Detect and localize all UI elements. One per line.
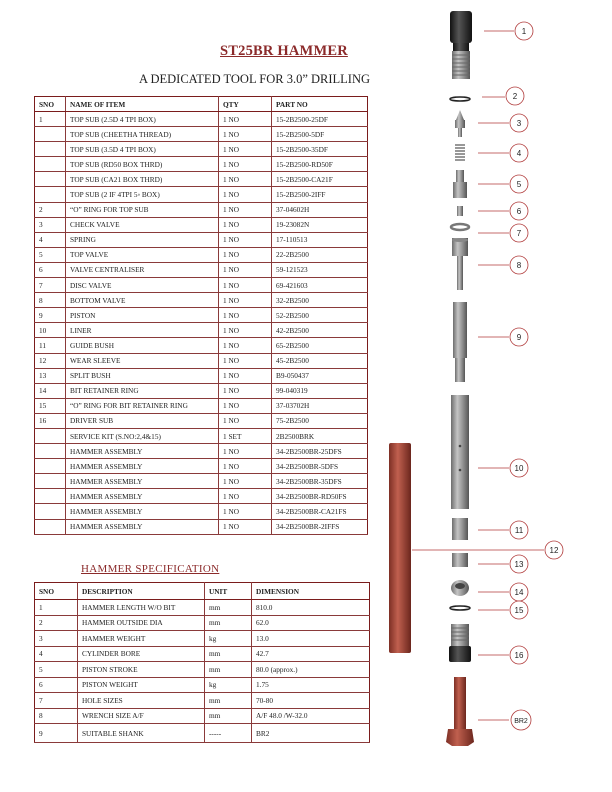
cell-sno: 5 bbox=[35, 662, 78, 678]
spec-table-row bbox=[35, 708, 370, 724]
parts-table-row bbox=[35, 323, 368, 338]
cell-sno: 6 bbox=[35, 677, 78, 693]
wear-sleeve-part bbox=[389, 443, 411, 653]
parts-table-row bbox=[35, 278, 368, 293]
cell-qty: 1 NO bbox=[219, 127, 272, 142]
cell-sno bbox=[35, 172, 66, 187]
callouts bbox=[506, 22, 563, 730]
cell-description: HAMMER LENGTH W/O BIT bbox=[78, 600, 205, 616]
parts-table-row bbox=[35, 187, 368, 202]
cell-part-no: B9-050437 bbox=[272, 368, 368, 383]
cell-dimension: 13.0 bbox=[252, 631, 370, 647]
cell-description: PISTON WEIGHT bbox=[78, 677, 205, 693]
cell-part-no: 65-2B2500 bbox=[272, 338, 368, 353]
guide-bush-part bbox=[452, 518, 468, 540]
cell-qty: 1 NO bbox=[219, 232, 272, 247]
bottom-valve-part bbox=[452, 238, 468, 290]
cell-part-no: 34-2B2500BR-35DFS bbox=[272, 474, 368, 489]
cell-dimension: 1.75 bbox=[252, 677, 370, 693]
parts-table-row bbox=[35, 127, 368, 142]
parts-table-row bbox=[35, 262, 368, 277]
cell-sno: 12 bbox=[35, 353, 66, 368]
cell-sno: 9 bbox=[35, 308, 66, 323]
cell-qty: 1 NO bbox=[219, 519, 272, 534]
callout-label-2: 2 bbox=[512, 92, 518, 101]
cell-name-of-item: HAMMER ASSEMBLY bbox=[66, 444, 219, 459]
o-ring-part bbox=[450, 97, 470, 101]
cell-part-no: 69-421603 bbox=[272, 278, 368, 293]
cell-qty: 1 SET bbox=[219, 428, 272, 443]
cell-name-of-item: HAMMER ASSEMBLY bbox=[66, 474, 219, 489]
header-description: DESCRIPTION bbox=[78, 583, 205, 600]
parts-table-row bbox=[35, 202, 368, 217]
cell-sno: 3 bbox=[35, 217, 66, 232]
cell-name-of-item: DRIVER SUB bbox=[66, 413, 219, 428]
cell-qty: 1 NO bbox=[219, 368, 272, 383]
cell-qty: 1 NO bbox=[219, 142, 272, 157]
parts-table-row bbox=[35, 474, 368, 489]
cell-sno bbox=[35, 127, 66, 142]
cell-description: WRENCH SIZE A/F bbox=[78, 708, 205, 724]
cell-part-no: 15-2B2500-CA21F bbox=[272, 172, 368, 187]
cell-qty: 1 NO bbox=[219, 262, 272, 277]
header-qty: QTY bbox=[219, 97, 272, 112]
cell-qty: 1 NO bbox=[219, 217, 272, 232]
cell-part-no: 22-2B2500 bbox=[272, 247, 368, 262]
cell-unit: kg bbox=[205, 677, 252, 693]
cell-sno: 7 bbox=[35, 693, 78, 709]
cell-part-no: 17-110513 bbox=[272, 232, 368, 247]
cell-sno: 8 bbox=[35, 293, 66, 308]
parts-table-row bbox=[35, 383, 368, 398]
cell-name-of-item: HAMMER ASSEMBLY bbox=[66, 489, 219, 504]
cell-part-no: 19-23082N bbox=[272, 217, 368, 232]
cell-sno: 7 bbox=[35, 278, 66, 293]
callout-label-10: 10 bbox=[514, 464, 524, 473]
cell-name-of-item: TOP SUB (CA21 BOX THRD) bbox=[66, 172, 219, 187]
cell-name-of-item: TOP SUB (CHEETHA THREAD) bbox=[66, 127, 219, 142]
cell-sno bbox=[35, 474, 66, 489]
cell-qty: 1 NO bbox=[219, 504, 272, 519]
cell-qty: 1 NO bbox=[219, 112, 272, 127]
cell-sno bbox=[35, 428, 66, 443]
parts-table-row bbox=[35, 398, 368, 413]
cell-name-of-item: WEAR SLEEVE bbox=[66, 353, 219, 368]
cell-name-of-item: TOP SUB (2 IF 4TPI 5◦ BOX) bbox=[66, 187, 219, 202]
cell-part-no: 37-03702H bbox=[272, 398, 368, 413]
cell-part-no: 45-2B2500 bbox=[272, 353, 368, 368]
cell-name-of-item: HAMMER ASSEMBLY bbox=[66, 459, 219, 474]
cell-description: SUITABLE SHANK bbox=[78, 724, 205, 743]
cell-unit: mm bbox=[205, 693, 252, 709]
cell-name-of-item: HAMMER ASSEMBLY bbox=[66, 519, 219, 534]
parts-table-row bbox=[35, 489, 368, 504]
cell-unit: mm bbox=[205, 600, 252, 616]
cell-unit: mm bbox=[205, 662, 252, 678]
cell-part-no: 15-2B2500-RD50F bbox=[272, 157, 368, 172]
o-ring-bit-retainer-part bbox=[450, 606, 470, 610]
parts-table-row bbox=[35, 444, 368, 459]
callout-label-7: 7 bbox=[516, 229, 522, 238]
cell-part-no: 34-2B2500BR-2IFFS bbox=[272, 519, 368, 534]
callout-label-14: 14 bbox=[514, 588, 524, 597]
cell-sno bbox=[35, 142, 66, 157]
check-valve-part bbox=[455, 110, 465, 137]
spec-table-row bbox=[35, 662, 370, 678]
spec-table-row bbox=[35, 631, 370, 647]
cell-part-no: 15-2B2500-2IFF bbox=[272, 187, 368, 202]
cell-dimension: 62.0 bbox=[252, 615, 370, 631]
cell-sno: 1 bbox=[35, 600, 78, 616]
cell-unit: kg bbox=[205, 631, 252, 647]
liner-part bbox=[451, 395, 469, 509]
parts-table-row bbox=[35, 504, 368, 519]
cell-sno: 6 bbox=[35, 262, 66, 277]
cell-name-of-item: TOP SUB (3.5D 4 TPI BOX) bbox=[66, 142, 219, 157]
cell-dimension: 80.0 (approx.) bbox=[252, 662, 370, 678]
piston-part bbox=[453, 302, 467, 382]
spec-table-row bbox=[35, 693, 370, 709]
cell-part-no: 59-121523 bbox=[272, 262, 368, 277]
cell-name-of-item: TOP VALVE bbox=[66, 247, 219, 262]
top-valve-part bbox=[453, 170, 467, 198]
cell-part-no: 15-2B2500-25DF bbox=[272, 112, 368, 127]
cell-description: HAMMER WEIGHT bbox=[78, 631, 205, 647]
cell-dimension: 810.0 bbox=[252, 600, 370, 616]
cell-sno: 15 bbox=[35, 398, 66, 413]
cell-sno: 11 bbox=[35, 338, 66, 353]
cell-sno: 14 bbox=[35, 383, 66, 398]
cell-part-no: 34-2B2500BR-25DFS bbox=[272, 444, 368, 459]
parts-table-row bbox=[35, 519, 368, 534]
cell-qty: 1 NO bbox=[219, 278, 272, 293]
parts-table-row bbox=[35, 368, 368, 383]
parts-table-row bbox=[35, 459, 368, 474]
cell-qty: 1 NO bbox=[219, 323, 272, 338]
cell-name-of-item: SERVICE KIT (S.NO:2,4&15) bbox=[66, 428, 219, 443]
cell-qty: 1 NO bbox=[219, 459, 272, 474]
callout-label-12: 12 bbox=[549, 546, 559, 555]
cell-sno: 5 bbox=[35, 247, 66, 262]
header-dimension: DIMENSION bbox=[252, 583, 370, 600]
spec-table-row bbox=[35, 677, 370, 693]
cell-name-of-item: DISC VALVE bbox=[66, 278, 219, 293]
callout-label-1: 1 bbox=[521, 27, 527, 36]
spec-table-header bbox=[35, 583, 370, 600]
cell-name-of-item: PISTON bbox=[66, 308, 219, 323]
callout-label-4: 4 bbox=[516, 149, 522, 158]
cell-qty: 1 NO bbox=[219, 293, 272, 308]
cell-qty: 1 NO bbox=[219, 489, 272, 504]
cell-part-no: 34-2B2500BR-RD50FS bbox=[272, 489, 368, 504]
cell-part-no: 99-040319 bbox=[272, 383, 368, 398]
cell-dimension: A/F 48.0 /W-32.0 bbox=[252, 708, 370, 724]
cell-sno: 1 bbox=[35, 112, 66, 127]
parts-table-row bbox=[35, 232, 368, 247]
parts-table-row bbox=[35, 142, 368, 157]
cell-qty: 1 NO bbox=[219, 157, 272, 172]
cell-sno bbox=[35, 157, 66, 172]
callout-label-15: 15 bbox=[514, 606, 524, 615]
parts-table-row bbox=[35, 428, 368, 443]
cell-name-of-item: “O” RING FOR BIT RETAINER RING bbox=[66, 398, 219, 413]
cell-qty: 1 NO bbox=[219, 202, 272, 217]
cell-description: PISTON STROKE bbox=[78, 662, 205, 678]
parts-table-row bbox=[35, 172, 368, 187]
cell-qty: 1 NO bbox=[219, 474, 272, 489]
cell-part-no: 37-04602H bbox=[272, 202, 368, 217]
parts-table bbox=[34, 96, 368, 535]
br2-bit-part bbox=[446, 677, 474, 746]
callout-label-13: 13 bbox=[514, 560, 524, 569]
cell-qty: 1 NO bbox=[219, 398, 272, 413]
cell-dimension: 42.7 bbox=[252, 646, 370, 662]
cell-dimension: 70-80 bbox=[252, 693, 370, 709]
cell-description: CYLINDER BORE bbox=[78, 646, 205, 662]
cell-sno bbox=[35, 489, 66, 504]
cell-qty: 1 NO bbox=[219, 172, 272, 187]
cell-sno: 4 bbox=[35, 646, 78, 662]
split-bush-part bbox=[452, 553, 468, 567]
parts-table-row bbox=[35, 308, 368, 323]
cell-part-no: 2B2500BRK bbox=[272, 428, 368, 443]
parts-table-row bbox=[35, 413, 368, 428]
cell-qty: 1 NO bbox=[219, 308, 272, 323]
disc-valve-part bbox=[451, 224, 469, 230]
callout-label-6: 6 bbox=[516, 207, 522, 216]
spec-table-row bbox=[35, 646, 370, 662]
cell-qty: 1 NO bbox=[219, 444, 272, 459]
cell-description: HAMMER OUTSIDE DIA bbox=[78, 615, 205, 631]
spec-table-row bbox=[35, 615, 370, 631]
top-sub-part bbox=[450, 11, 472, 79]
document-subtitle: A DEDICATED TOOL FOR 3.0” DRILLING bbox=[139, 72, 371, 86]
cell-name-of-item: LINER bbox=[66, 323, 219, 338]
cell-sno: 16 bbox=[35, 413, 66, 428]
cell-part-no: 15-2B2500-35DF bbox=[272, 142, 368, 157]
cell-name-of-item: TOP SUB (RD50 BOX THRD) bbox=[66, 157, 219, 172]
spec-title: HAMMER SPECIFICATION bbox=[81, 563, 220, 575]
cell-part-no: 75-2B2500 bbox=[272, 413, 368, 428]
cell-sno: 3 bbox=[35, 631, 78, 647]
header-part-no: PART NO bbox=[272, 97, 368, 112]
header-name-of-item: NAME OF ITEM bbox=[66, 97, 219, 112]
cell-sno: 2 bbox=[35, 615, 78, 631]
exploded-view-drawing bbox=[380, 0, 612, 792]
parts-table-row bbox=[35, 217, 368, 232]
parts-table-row bbox=[35, 157, 368, 172]
cell-sno: 9 bbox=[35, 724, 78, 743]
cell-description: HOLE SIZES bbox=[78, 693, 205, 709]
cell-part-no: 15-2B2500-5DF bbox=[272, 127, 368, 142]
cell-sno: 4 bbox=[35, 232, 66, 247]
header-sno: SNO bbox=[35, 583, 78, 600]
header-sno: SNO bbox=[35, 97, 66, 112]
callout-label-11: 11 bbox=[514, 526, 524, 535]
cell-qty: 1 NO bbox=[219, 338, 272, 353]
cell-part-no: 34-2B2500BR-CA21FS bbox=[272, 504, 368, 519]
document-title: ST25BR HAMMER bbox=[220, 43, 348, 59]
cell-qty: 1 NO bbox=[219, 187, 272, 202]
spec-table-row bbox=[35, 600, 370, 616]
cell-name-of-item: BIT RETAINER RING bbox=[66, 383, 219, 398]
cell-name-of-item: SPRING bbox=[66, 232, 219, 247]
cell-name-of-item: “O” RING FOR TOP SUB bbox=[66, 202, 219, 217]
cell-part-no: 32-2B2500 bbox=[272, 293, 368, 308]
cell-sno bbox=[35, 519, 66, 534]
cell-sno: 2 bbox=[35, 202, 66, 217]
cell-name-of-item: BOTTOM VALVE bbox=[66, 293, 219, 308]
cell-sno bbox=[35, 459, 66, 474]
cell-qty: 1 NO bbox=[219, 413, 272, 428]
parts-table-row bbox=[35, 353, 368, 368]
callout-label-16: 16 bbox=[514, 651, 524, 660]
cell-qty: 1 NO bbox=[219, 247, 272, 262]
cell-sno bbox=[35, 187, 66, 202]
bit-retainer-ring-part bbox=[451, 580, 469, 596]
parts-table-row bbox=[35, 112, 368, 127]
callout-label-5: 5 bbox=[516, 180, 522, 189]
cell-unit: mm bbox=[205, 615, 252, 631]
spec-table-row bbox=[35, 724, 370, 743]
callout-label-9: 9 bbox=[516, 333, 522, 342]
spring-part bbox=[455, 145, 465, 160]
cell-part-no: 34-2B2500BR-5DFS bbox=[272, 459, 368, 474]
callout-label-8: 8 bbox=[516, 261, 522, 270]
cell-name-of-item: VALVE CENTRALISER bbox=[66, 262, 219, 277]
cell-sno bbox=[35, 504, 66, 519]
spec-table bbox=[34, 582, 370, 743]
cell-sno: 10 bbox=[35, 323, 66, 338]
cell-name-of-item: CHECK VALVE bbox=[66, 217, 219, 232]
parts-table-row bbox=[35, 247, 368, 262]
cell-sno: 8 bbox=[35, 708, 78, 724]
cell-part-no: 52-2B2500 bbox=[272, 308, 368, 323]
cell-name-of-item: TOP SUB (2.5D 4 TPI BOX) bbox=[66, 112, 219, 127]
driver-sub-part bbox=[449, 624, 471, 662]
valve-centraliser-part bbox=[457, 206, 463, 216]
cell-unit: mm bbox=[205, 708, 252, 724]
cell-qty: 1 NO bbox=[219, 383, 272, 398]
cell-dimension: BR2 bbox=[252, 724, 370, 743]
header-unit: UNIT bbox=[205, 583, 252, 600]
parts-table-row bbox=[35, 293, 368, 308]
cell-name-of-item: HAMMER ASSEMBLY bbox=[66, 504, 219, 519]
callout-label-3: 3 bbox=[516, 119, 522, 128]
cell-name-of-item: SPLIT BUSH bbox=[66, 368, 219, 383]
cell-sno: 13 bbox=[35, 368, 66, 383]
cell-name-of-item: GUIDE BUSH bbox=[66, 338, 219, 353]
callout-label-br2: BR2 bbox=[514, 718, 528, 725]
cell-unit: ----- bbox=[205, 724, 252, 743]
cell-part-no: 42-2B2500 bbox=[272, 323, 368, 338]
cell-qty: 1 NO bbox=[219, 353, 272, 368]
cell-unit: mm bbox=[205, 646, 252, 662]
cell-sno bbox=[35, 444, 66, 459]
parts-table-row bbox=[35, 338, 368, 353]
parts-table-header bbox=[35, 97, 368, 112]
